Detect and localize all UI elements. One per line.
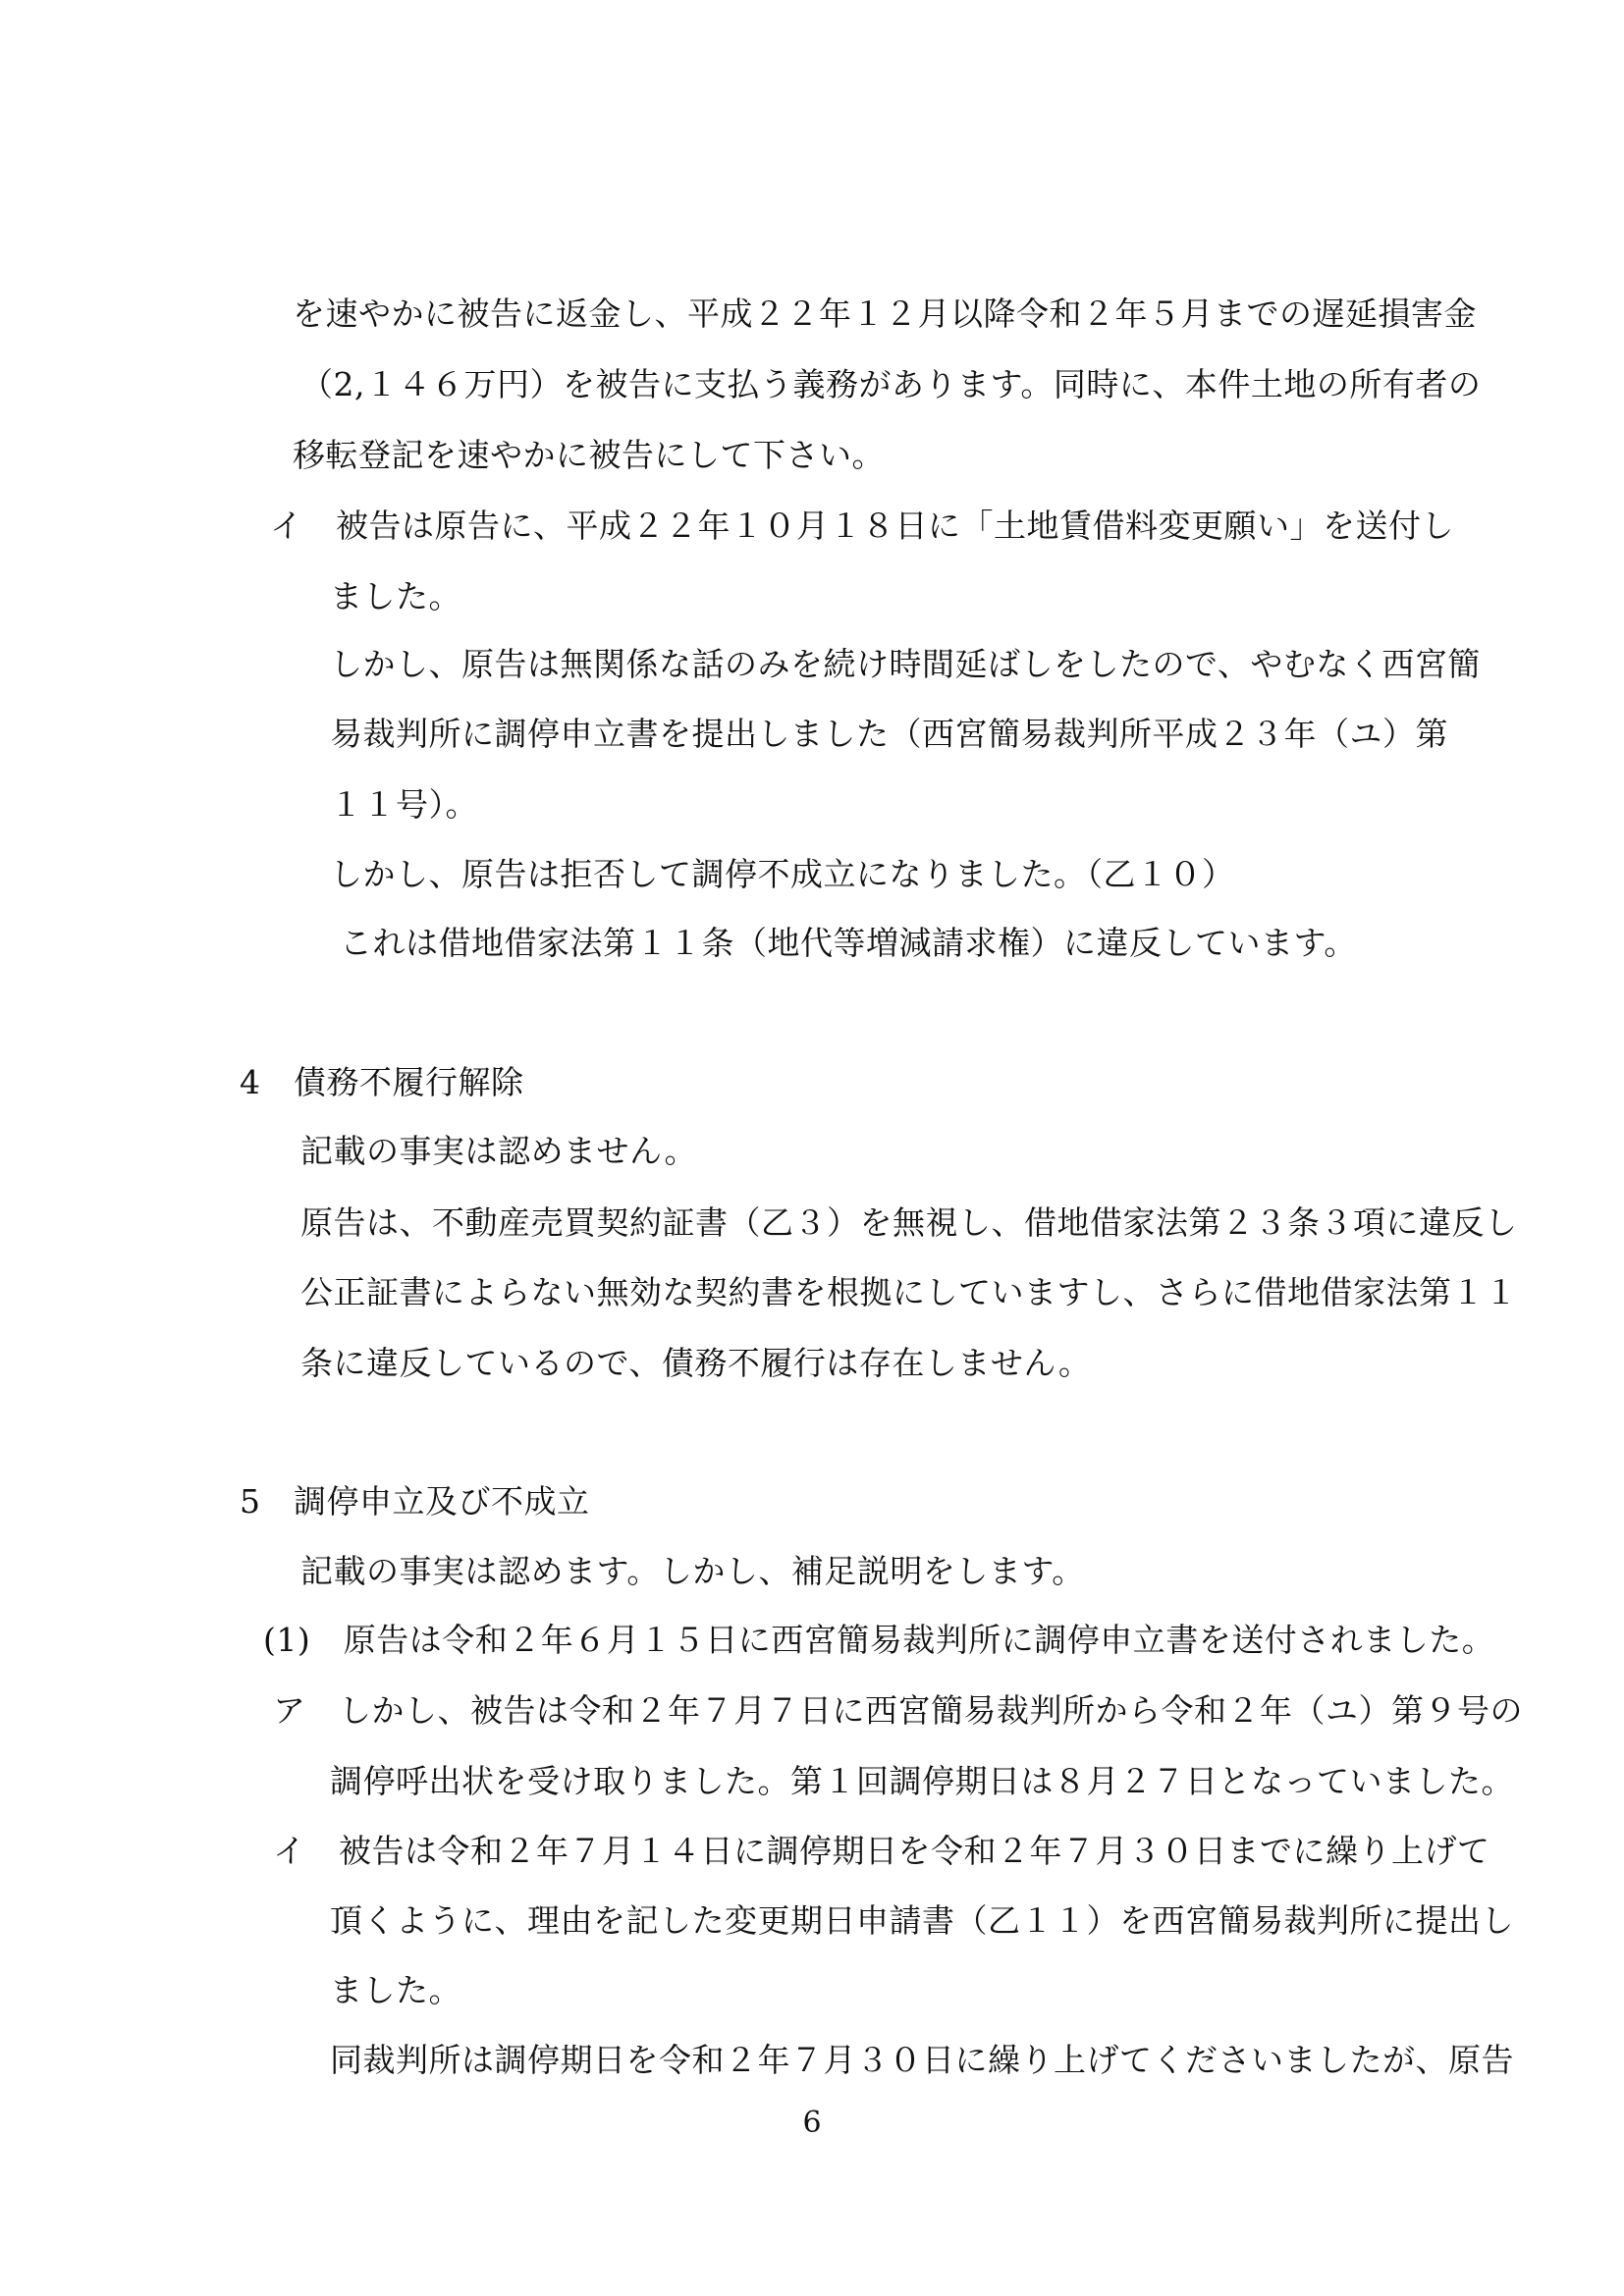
- body-line: 公正証書によらない無効な契約書を根拠にしていますし、さらに借地借家法第１１: [300, 1273, 1518, 1311]
- body-line: ました。: [330, 577, 461, 615]
- body-line: これは借地借家法第１１条（地代等増減請求権）に違反しています。: [340, 924, 1357, 962]
- body-line: 条に違反しているので、債務不履行は存在しません。: [300, 1344, 1092, 1382]
- list-item-a: ア しかし、被告は令和２年７月７日に西宮簡易裁判所から令和２年（ユ）第９号の: [273, 1691, 1523, 1730]
- section-heading-5: 5 調停申立及び不成立: [240, 1482, 590, 1521]
- body-line: 調停呼出状を受け取りました。第１回調停期日は８月２７日となっていました。: [330, 1762, 1514, 1800]
- body-line: 頂くように、理由を記した変更期日申請書（乙１１）を西宮簡易裁判所に提出し: [330, 1901, 1514, 1940]
- body-line: 記載の事実は認めます。しかし、補足説明をします。: [300, 1552, 1085, 1590]
- body-line: ました。: [330, 1971, 461, 2009]
- section-heading-4: 4 債務不履行解除: [240, 1063, 524, 1101]
- page-number: 6: [802, 2106, 822, 2140]
- list-item-1: (1) 原告は令和２年６月１５日に西宮簡易裁判所に調停申立書を送付されました。: [263, 1621, 1495, 1659]
- body-line: 原告は、不動産売買契約証書（乙３）を無視し、借地借家法第２３条３項に違反し: [300, 1203, 1518, 1242]
- body-line: しかし、原告は無関係な話のみを続け時間延ばしをしたので、やむなく西宮簡: [330, 645, 1481, 683]
- body-line: 同裁判所は調停期日を令和２年７月３０日に繰り上げてくださいましたが、原告: [330, 2041, 1514, 2079]
- body-line: 易裁判所に調停申立書を提出しました（西宮簡易裁判所平成２３年（ユ）第: [330, 715, 1448, 753]
- list-item-i: イ 被告は原告に、平成２２年１０月１８日に「土地賃借料変更願い」を送付し: [270, 507, 1454, 545]
- body-line: 移転登記を速やかに被告にして下さい。: [293, 436, 885, 474]
- body-line: （2,１４６万円）を被告に支払う義務があります。同時に、本件土地の所有者の: [300, 365, 1482, 403]
- body-line: 記載の事実は認めません。: [300, 1132, 697, 1170]
- body-line: しかし、原告は拒否して調停不成立になりました。（乙１０）: [330, 855, 1235, 893]
- body-line: １１号）。: [330, 785, 478, 824]
- body-line: を速やかに被告に返金し、平成２２年１２月以降令和２年５月までの遅延損害金: [293, 294, 1477, 333]
- list-item-i: イ 被告は令和２年７月１４日に調停期日を令和２年７月３０日までに繰り上げて: [273, 1832, 1490, 1870]
